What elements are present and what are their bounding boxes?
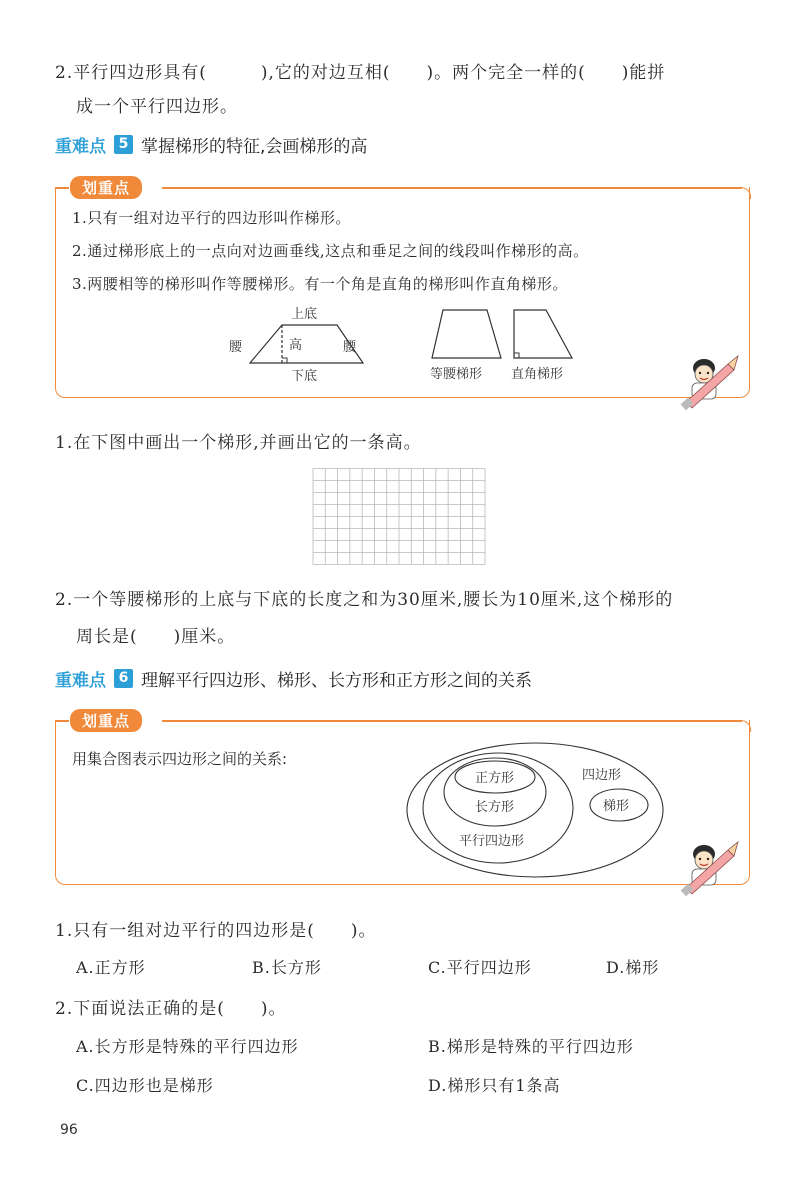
choice-2-option-a[interactable]: A.长方形是特殊的平行四边形 [76, 1037, 299, 1056]
right-angle-mark [282, 358, 287, 363]
label-rectangle: 长方形 [475, 800, 515, 815]
trapezoid-diagrams [225, 302, 595, 388]
label-parallelogram: 平行四边形 [459, 834, 525, 849]
label-leg-right: 腰 [343, 340, 357, 355]
key-point-2: 2.通过梯形底上的一点向对边画垂线,这点和垂足之间的线段叫作梯形的高。 [72, 242, 589, 260]
mascot-boy-pencil-icon [678, 838, 744, 898]
mascot-boy-pencil-icon [678, 352, 744, 412]
isosceles-trapezoid [432, 310, 501, 358]
section-number: 6 [114, 669, 133, 688]
section-title: 掌握梯形的特征,会画梯形的高 [141, 137, 368, 157]
label-height: 高 [289, 338, 303, 353]
venn-diagram [402, 740, 670, 880]
key-points-badge: 划重点 [70, 709, 142, 732]
right-angle-mark [514, 353, 519, 358]
section-tag: 重难点 [55, 137, 106, 157]
exercise-choice-2: 2.下面说法正确的是( )。 [55, 999, 287, 1019]
label-leg-left: 腰 [229, 340, 243, 355]
venn-intro-text: 用集合图表示四边形之间的关系: [72, 750, 288, 768]
question-parallelogram-line2: 成一个平行四边形。 [76, 97, 238, 117]
section-heading-6 [55, 666, 532, 691]
key-point-1: 1.只有一组对边平行的四边形叫作梯形。 [72, 209, 351, 227]
choice-1-option-b[interactable]: B.长方形 [252, 958, 322, 977]
section-tag: 重难点 [55, 671, 106, 691]
key-points-badge: 划重点 [70, 176, 142, 199]
key-point-3: 3.两腰相等的梯形叫作等腰梯形。有一个角是直角的梯形叫作直角梯形。 [72, 275, 568, 293]
exercise-choice-1: 1.只有一组对边平行的四边形是( )。 [55, 921, 377, 941]
question-parallelogram-line1: 2.平行四边形具有( ),它的对边互相( )。两个完全一样的( )能拼 [55, 63, 666, 83]
section-number: 5 [114, 135, 133, 154]
drawing-grid[interactable] [312, 468, 486, 565]
label-isosceles: 等腰梯形 [430, 367, 483, 382]
rectangle-set [444, 758, 546, 826]
label-quadrilateral: 四边形 [582, 768, 622, 783]
label-top-base: 上底 [291, 307, 318, 322]
label-trapezoid: 梯形 [603, 799, 630, 814]
exercise-draw-trapezoid: 1.在下图中画出一个梯形,并画出它的一条高。 [55, 433, 422, 453]
choice-1-option-d[interactable]: D.梯形 [606, 958, 660, 977]
section-title: 理解平行四边形、梯形、长方形和正方形之间的关系 [141, 671, 532, 691]
exercise-perimeter-line1: 2.一个等腰梯形的上底与下底的长度之和为30厘米,腰长为10厘米,这个梯形的 [55, 590, 674, 610]
exercise-perimeter-line2: 周长是( )厘米。 [76, 627, 236, 647]
page-number: 96 [60, 1122, 78, 1138]
choice-1-option-c[interactable]: C.平行四边形 [428, 958, 532, 977]
section-heading-5 [55, 132, 367, 157]
label-right-trapezoid: 直角梯形 [511, 367, 564, 382]
choice-1-option-a[interactable]: A.正方形 [76, 958, 146, 977]
right-trapezoid [514, 310, 572, 358]
choice-2-option-b[interactable]: B.梯形是特殊的平行四边形 [428, 1037, 634, 1056]
choice-2-option-d[interactable]: D.梯形只有1条高 [428, 1076, 561, 1095]
label-square: 正方形 [475, 771, 515, 786]
choice-2-option-c[interactable]: C.四边形也是梯形 [76, 1076, 214, 1095]
label-bottom-base: 下底 [291, 369, 318, 384]
